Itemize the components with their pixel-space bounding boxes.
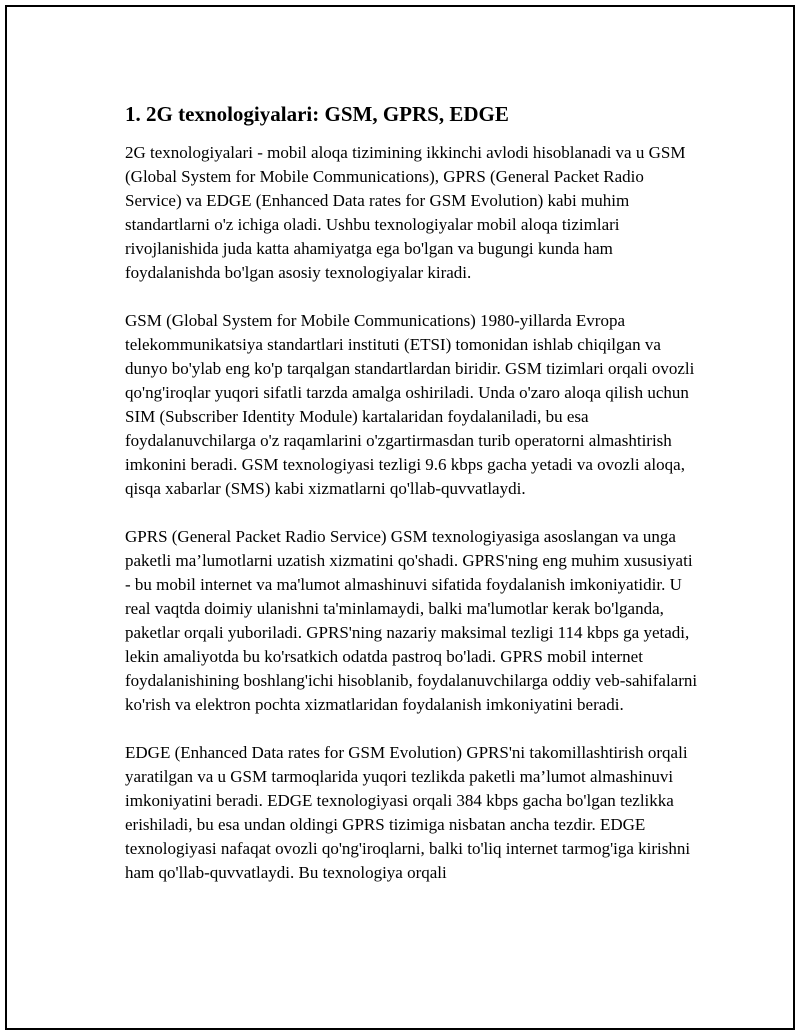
page-frame [5,5,795,1030]
paragraph-gprs: GPRS (General Packet Radio Service) GSM texnologiyasiga asoslangan va unga paketli ma’lumotlarni uzatish xizmatini qo'shadi. GPRS'ning eng muhim xususiyati - bu mobil internet va ma'lumot almashinuvi sifatida foydalanish imkoniyatidir. U real vaqtda doimiy ulanishni ta'minlamaydi, balki ma'lumotlar kerak bo'lganda, paketlar orqali yuboriladi. GPRS'ning nazariy maksimal tezligi 114 kbps ga yetadi, lekin amaliyotda bu ko'rsatkich odatda pastroq bo'ladi. GPRS mobil internet foydalanishining boshlang'ichi hisoblanib, foydalanuvchilarga oddiy veb-sahifalarni ko'rish va elektron pochta xizmatlaridan foydalanish imkoniyatini beradi. [125,527,698,714]
document-body [125,99,700,909]
section-heading: 1. 2G texnologiyalari: GSM, GPRS, EDGE [125,102,509,126]
paragraph-edge: EDGE (Enhanced Data rates for GSM Evolution) GPRS'ni takomillashtirish orqali yaratilgan va u GSM tarmoqlarida yuqori tezlikda paketli ma’lumot almashinuvi imkoniyatini beradi. EDGE texnologiyasi orqali 384 kbps gacha bo'lgan tezlikka erishiladi, bu esa undan oldingi GPRS tizimiga nisbatan ancha tezdir. EDGE texnologiyasi nafaqat ovozli qo'ng'iroqlarni, balki to'liq internet tarmog'iga kirishni ham qo'llab-quvvatlaydi. Bu texnologiya orqali [125,743,691,882]
paragraph-intro: 2G texnologiyalari - mobil aloqa tizimining ikkinchi avlodi hisoblanadi va u GSM (Global System for Mobile Communications), GPRS (General Packet Radio Service) va EDGE (Enhanced Data rates for GSM Evolution) kabi muhim standartlarni o'z ichiga oladi. Ushbu texnologiyalar mobil aloqa tizimlari rivojlanishida juda katta ahamiyatga ega bo'lgan va bugungi kunda ham foydalanishda bo'lgan asosiy texnologiyalar kiradi. [125,143,686,282]
paragraph-gsm: GSM (Global System for Mobile Communications) 1980-yillarda Evropa telekommunikatsiya standartlari instituti (ETSI) tomonidan ishlab chiqilgan va dunyo bo'ylab eng ko'p tarqalgan standartlardan biridir. GSM tizimlari orqali ovozli qo'ng'iroqlar yuqori sifatli tarzda amalga oshiriladi. Unda o'zaro aloqa qilish uchun SIM (Subscriber Identity Module) kartalaridan foydalaniladi, bu esa foydalanuvchilarga o'z raqamlarini o'zgartirmasdan turib operatorni almashtirish imkonini beradi. GSM texnologiyasi tezligi 9.6 kbps gacha yetadi va ovozli aloqa, qisqa xabarlar (SMS) kabi xizmatlarni qo'llab-quvvatlaydi. [125,311,695,498]
